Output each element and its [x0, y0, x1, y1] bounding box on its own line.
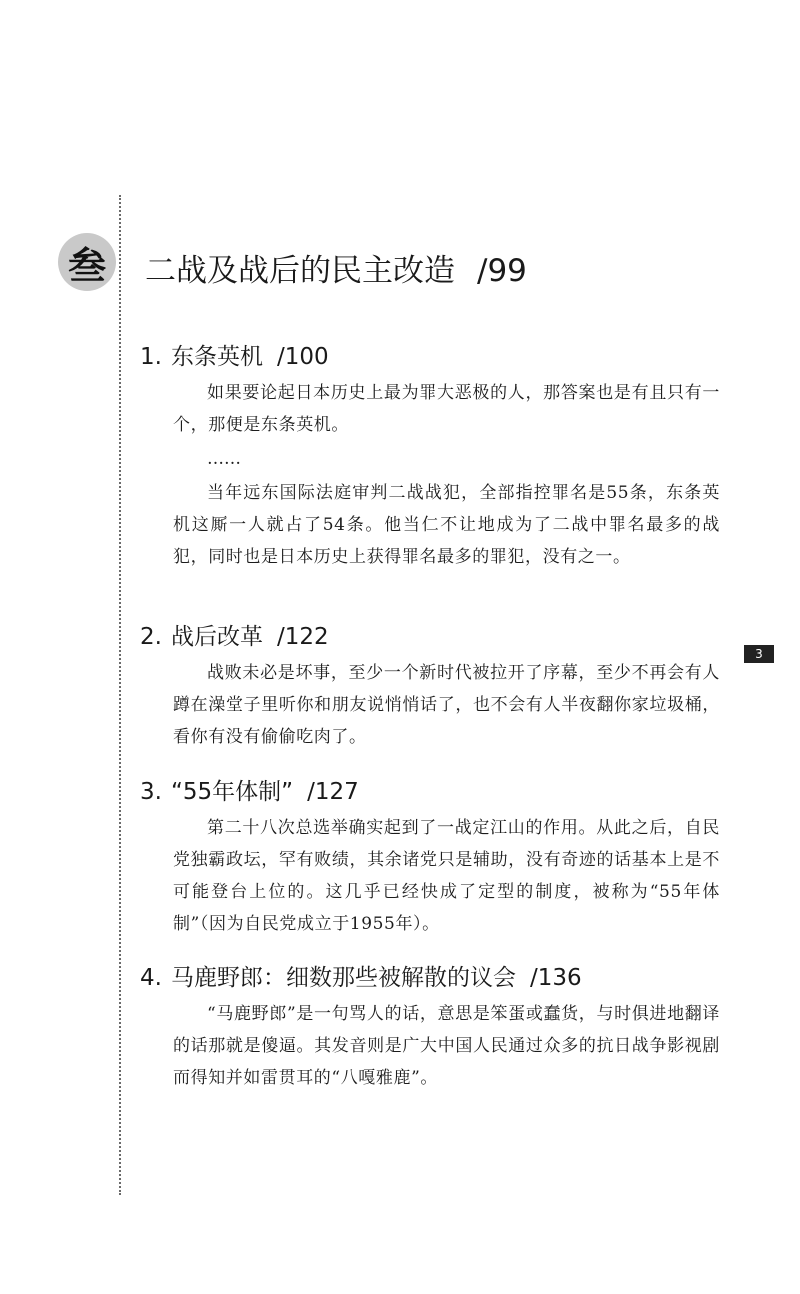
section-excerpt: “马鹿野郎”是一句骂人的话，意思是笨蛋或蠢货，与时俱进地翻译的话那就是傻逼。其发音则是广大中国人民通过众多的抗日战争影视剧而得知并如雷贯耳的“八嘎雅鹿”。 [173, 1004, 720, 1088]
part-title-text: 二战及战后的民主改造 [145, 253, 455, 289]
section-page: /127 [307, 779, 359, 805]
section-heading[interactable] [140, 959, 720, 992]
section-page: /122 [277, 624, 329, 650]
section-heading[interactable] [140, 773, 720, 806]
part-number-text: 叁 [67, 242, 106, 288]
part-page-number: /99 [477, 253, 527, 289]
section-excerpt: 如果要论起日本历史上最为罪大恶极的人，那答案也是有且只有一个，那便是东条英机。 [173, 383, 720, 435]
section-title: 马鹿野郎：细数那些被解散的议会 [171, 965, 516, 991]
section-number: 2. [140, 624, 162, 650]
section-excerpt: 第二十八次总选举确实起到了一战定江山的作用。从此之后，自民党独霸政坛，罕有败绩，其余诸党只是辅助，没有奇迹的话基本上是不可能登台上位的。这几乎已经快成了定型的制度，被称为“55年体制”（因为自民党成立于1955年）。 [173, 818, 720, 934]
toc-section-4 [140, 959, 720, 1096]
section-ellipsis: …… [207, 449, 241, 469]
section-title: 战后改革 [171, 624, 263, 650]
section-excerpt: 当年远东国际法庭审判二战战犯，全部指控罪名是55条，东条英机这厮一人就占了54条。他当仁不让地成为了二战中罪名最多的战犯，同时也是日本历史上获得罪名最多的罪犯，没有之一。 [173, 483, 720, 567]
section-heading[interactable] [140, 338, 720, 371]
toc-section-2 [140, 618, 720, 755]
section-page: /136 [530, 965, 582, 991]
toc-section-1 [140, 338, 720, 575]
part-number-badge [58, 233, 116, 291]
dotted-margin-line [119, 195, 121, 1195]
section-excerpt: 战败未必是坏事，至少一个新时代被拉开了序幕，至少不再会有人蹲在澡堂子里听你和朋友说悄悄话了，也不会有人半夜翻你家垃圾桶，看你有没有偷偷吃肉了。 [173, 663, 720, 747]
section-number: 3. [140, 779, 162, 805]
chapter-side-tab: 3 [744, 645, 774, 663]
part-title [145, 245, 527, 290]
section-title: “55年体制” [171, 779, 294, 805]
section-number: 1. [140, 344, 162, 370]
section-page: /100 [277, 344, 329, 370]
toc-section-3 [140, 773, 720, 942]
section-title: 东条英机 [171, 344, 263, 370]
section-number: 4. [140, 965, 162, 991]
section-heading[interactable] [140, 618, 720, 651]
